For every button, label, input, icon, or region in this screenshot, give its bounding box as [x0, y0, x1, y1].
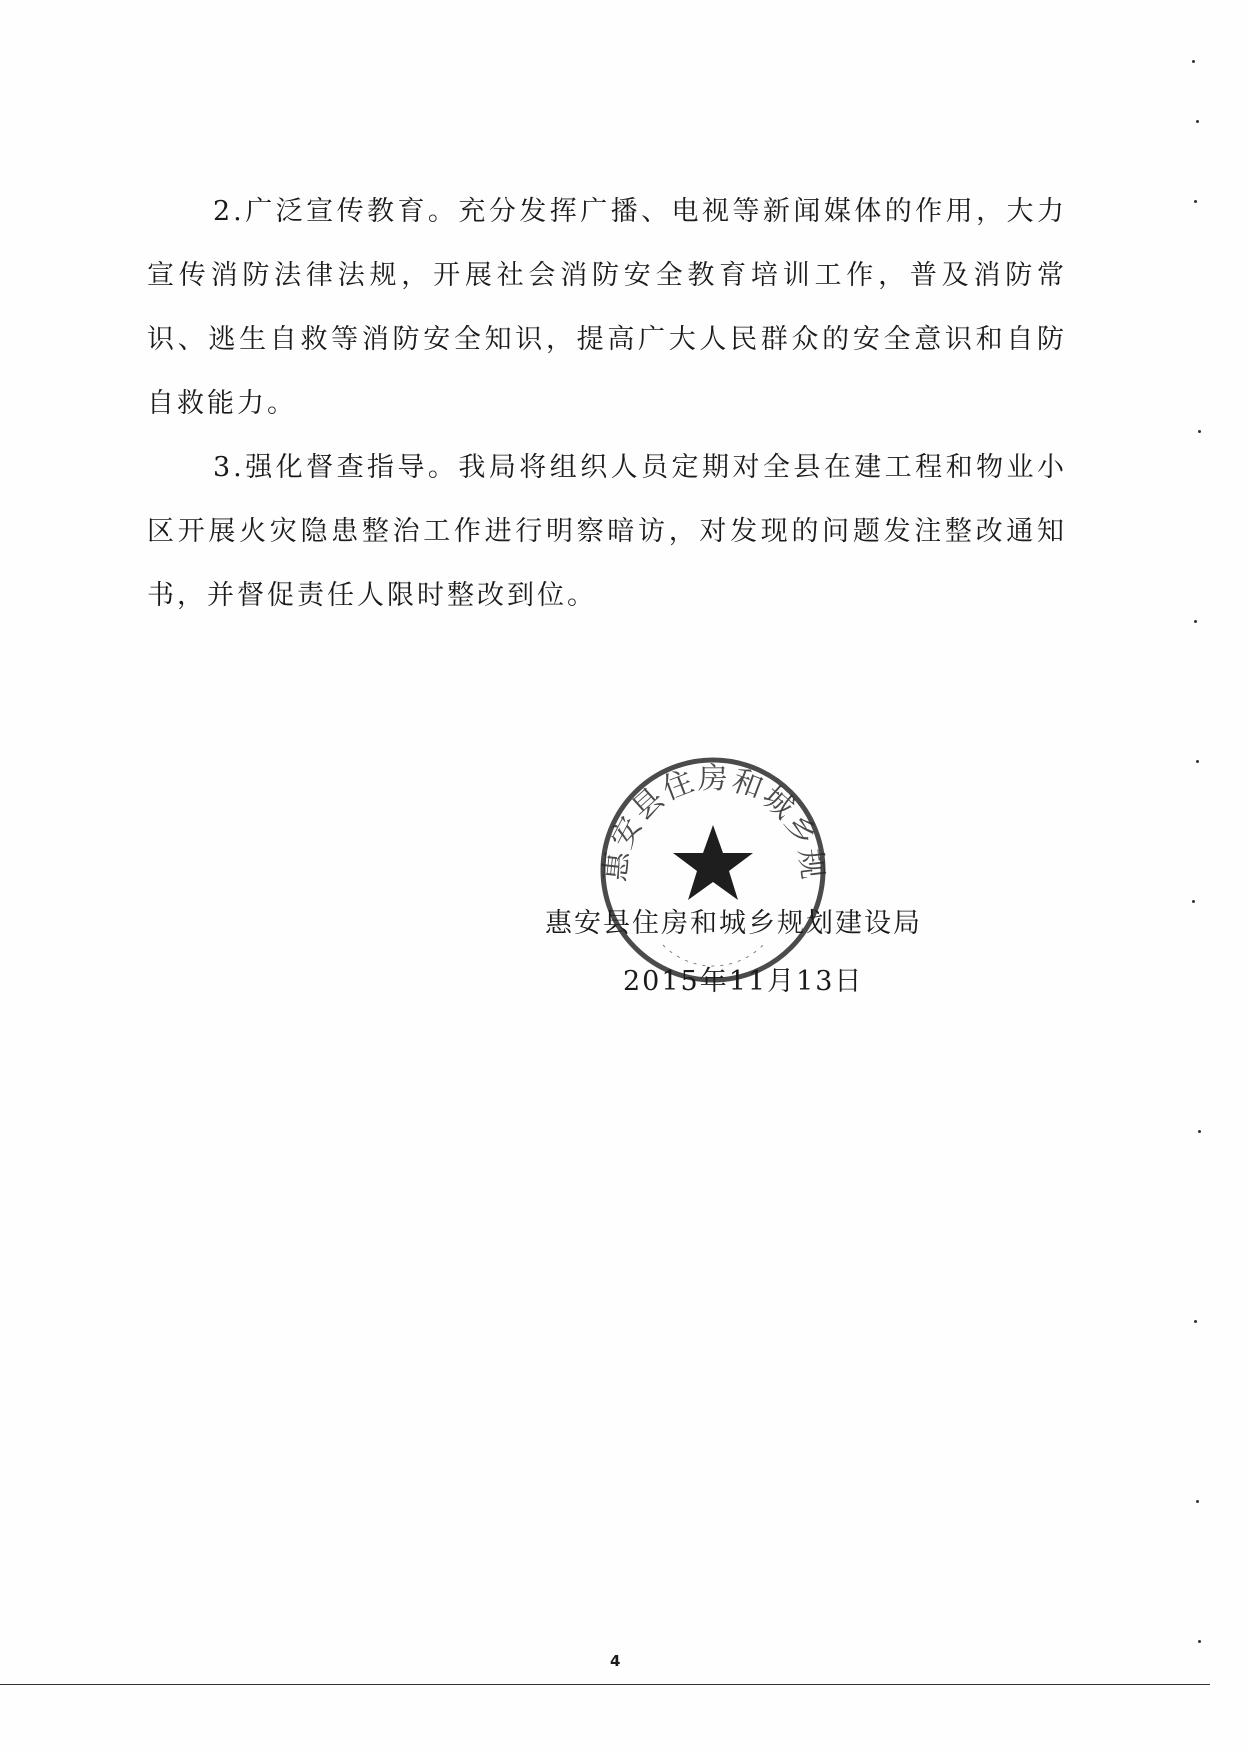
- signature-block: [545, 895, 975, 1011]
- seal-text: 惠安县住房和城乡规: [598, 762, 830, 884]
- footer-rule: [0, 1684, 1210, 1685]
- svg-text:惠安县住房和城乡规划建设局: [588, 745, 829, 883]
- page-number: 4: [610, 1652, 621, 1670]
- seal-star: [673, 825, 753, 900]
- document-body: [147, 180, 1067, 628]
- scan-edge-marks: [1178, 0, 1208, 1753]
- paragraph-publicity-education: 2.广泛宣传教育。充分发挥广播、电视等新闻媒体的作用，大力宣传消防法律法规，开展社会消防安全教育培训工作，普及消防常识、逃生自救等消防安全知识，提高广大人民群众的安全意识和自防自救能力。: [147, 196, 1067, 419]
- signature-organization: 惠安县住房和城乡规划建设局: [545, 908, 922, 939]
- paragraph-supervision-guidance: 3.强化督查指导。我局将组织人员定期对全县在建工程和物业小区开展火灾隐患整治工作进行明察暗访，对发现的问题发注整改通知书，并督促责任人限时整改到位。: [147, 452, 1067, 611]
- signature-date: 2015年11月13日: [623, 966, 864, 997]
